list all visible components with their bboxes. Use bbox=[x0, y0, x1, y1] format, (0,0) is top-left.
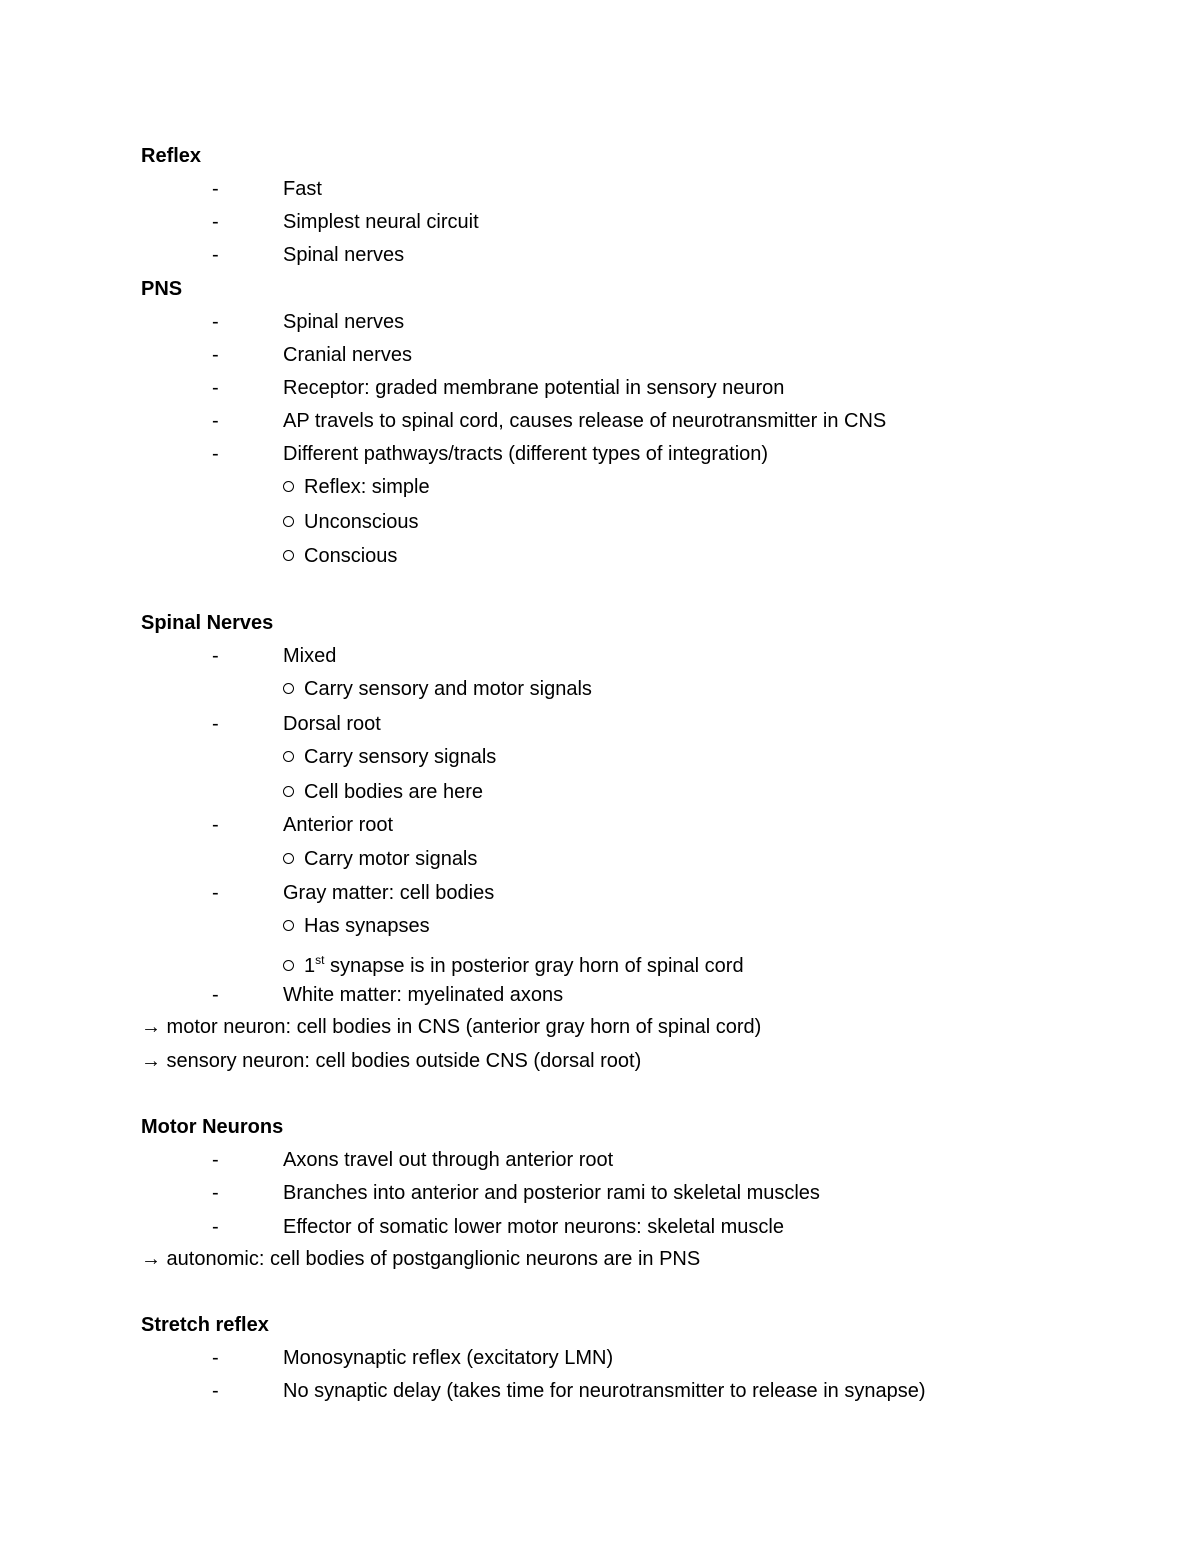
dash-bullet: - bbox=[212, 1380, 219, 1402]
list-item-text: Carry sensory signals bbox=[304, 746, 497, 768]
list-item-text: synapse is in posterior gray horn of spinal cord bbox=[324, 955, 744, 977]
arrow-note: → autonomic: cell bodies of postganglionic neurons are in PNS bbox=[141, 1248, 701, 1270]
dash-bullet: - bbox=[212, 1149, 219, 1171]
section-heading: Spinal Nerves bbox=[141, 612, 274, 634]
arrow-note: → motor neuron: cell bodies in CNS (anterior gray horn of spinal cord) bbox=[141, 1016, 762, 1038]
dash-bullet: - bbox=[212, 443, 219, 465]
dash-bullet: - bbox=[212, 1182, 219, 1204]
list-item-text: Spinal nerves bbox=[283, 311, 405, 333]
circle-bullet-icon bbox=[283, 683, 294, 694]
dash-bullet: - bbox=[212, 244, 219, 266]
circle-bullet-icon bbox=[283, 481, 294, 492]
list-item-text: Carry sensory and motor signals bbox=[304, 678, 592, 700]
list-item-text: Reflex: simple bbox=[304, 476, 430, 498]
list-item-text: Dorsal root bbox=[283, 713, 381, 735]
dash-bullet: - bbox=[212, 713, 219, 735]
sub-list-item bbox=[283, 509, 419, 535]
ordinal-number: 1 bbox=[304, 955, 316, 977]
list-item-text: Cranial nerves bbox=[283, 344, 412, 366]
list-item-text: Simplest neural circuit bbox=[283, 211, 479, 233]
section-heading: Stretch reflex bbox=[141, 1314, 269, 1336]
circle-bullet-icon bbox=[283, 853, 294, 864]
list-item-text: Branches into anterior and posterior rami to skeletal muscles bbox=[283, 1182, 820, 1204]
list-item-text: Gray matter: cell bodies bbox=[283, 882, 495, 904]
dash-bullet: - bbox=[212, 311, 219, 333]
sub-list-item bbox=[283, 744, 496, 770]
section-heading: Motor Neurons bbox=[141, 1116, 284, 1138]
list-item-text: Anterior root bbox=[283, 814, 394, 836]
list-item-text: White matter: myelinated axons bbox=[283, 984, 564, 1006]
dash-bullet: - bbox=[212, 211, 219, 233]
list-item-text: No synaptic delay (takes time for neurotransmitter to release in synapse) bbox=[283, 1380, 926, 1402]
dash-bullet: - bbox=[212, 882, 219, 904]
list-item-text: Has synapses bbox=[304, 915, 430, 937]
sub-list-item bbox=[283, 846, 477, 872]
circle-bullet-icon bbox=[283, 751, 294, 762]
sub-list-item bbox=[283, 543, 397, 569]
dash-bullet: - bbox=[212, 344, 219, 366]
list-item-text: Monosynaptic reflex (excitatory LMN) bbox=[283, 1347, 614, 1369]
section-heading: PNS bbox=[141, 278, 183, 300]
circle-bullet-icon bbox=[283, 920, 294, 931]
list-item-text: Unconscious bbox=[304, 511, 419, 533]
dash-bullet: - bbox=[212, 814, 219, 836]
ordinal-suffix: st bbox=[315, 953, 325, 967]
list-item-text: Receptor: graded membrane potential in sensory neuron bbox=[283, 377, 785, 399]
dash-bullet: - bbox=[212, 178, 219, 200]
list-item-text: Axons travel out through anterior root bbox=[283, 1149, 614, 1171]
sub-list-item bbox=[283, 779, 483, 805]
sub-list-item bbox=[283, 474, 430, 500]
list-item-text: Different pathways/tracts (different types of integration) bbox=[283, 443, 769, 465]
circle-bullet-icon bbox=[283, 550, 294, 561]
arrow-note: → sensory neuron: cell bodies outside CNS (dorsal root) bbox=[141, 1050, 642, 1072]
circle-bullet-icon bbox=[283, 960, 294, 971]
circle-bullet-icon bbox=[283, 786, 294, 797]
list-item-text: Mixed bbox=[283, 645, 337, 667]
list-item-text: Spinal nerves bbox=[283, 244, 405, 266]
dash-bullet: - bbox=[212, 984, 219, 1006]
dash-bullet: - bbox=[212, 1347, 219, 1369]
list-item-text: Fast bbox=[283, 178, 322, 200]
dash-bullet: - bbox=[212, 410, 219, 432]
dash-bullet: - bbox=[212, 1216, 219, 1238]
list-item-text: Effector of somatic lower motor neurons: skeletal muscle bbox=[283, 1216, 784, 1238]
dash-bullet: - bbox=[212, 645, 219, 667]
list-item-text: Carry motor signals bbox=[304, 848, 478, 870]
list-item-text: AP travels to spinal cord, causes release of neurotransmitter in CNS bbox=[283, 410, 887, 432]
sub-list-item bbox=[283, 913, 430, 939]
sub-list-item bbox=[283, 676, 592, 702]
sub-list-item bbox=[283, 947, 744, 979]
section-heading: Reflex bbox=[141, 145, 202, 167]
circle-bullet-icon bbox=[283, 516, 294, 527]
list-item-text: Conscious bbox=[304, 545, 398, 567]
dash-bullet: - bbox=[212, 377, 219, 399]
list-item-text: Cell bodies are here bbox=[304, 781, 483, 803]
